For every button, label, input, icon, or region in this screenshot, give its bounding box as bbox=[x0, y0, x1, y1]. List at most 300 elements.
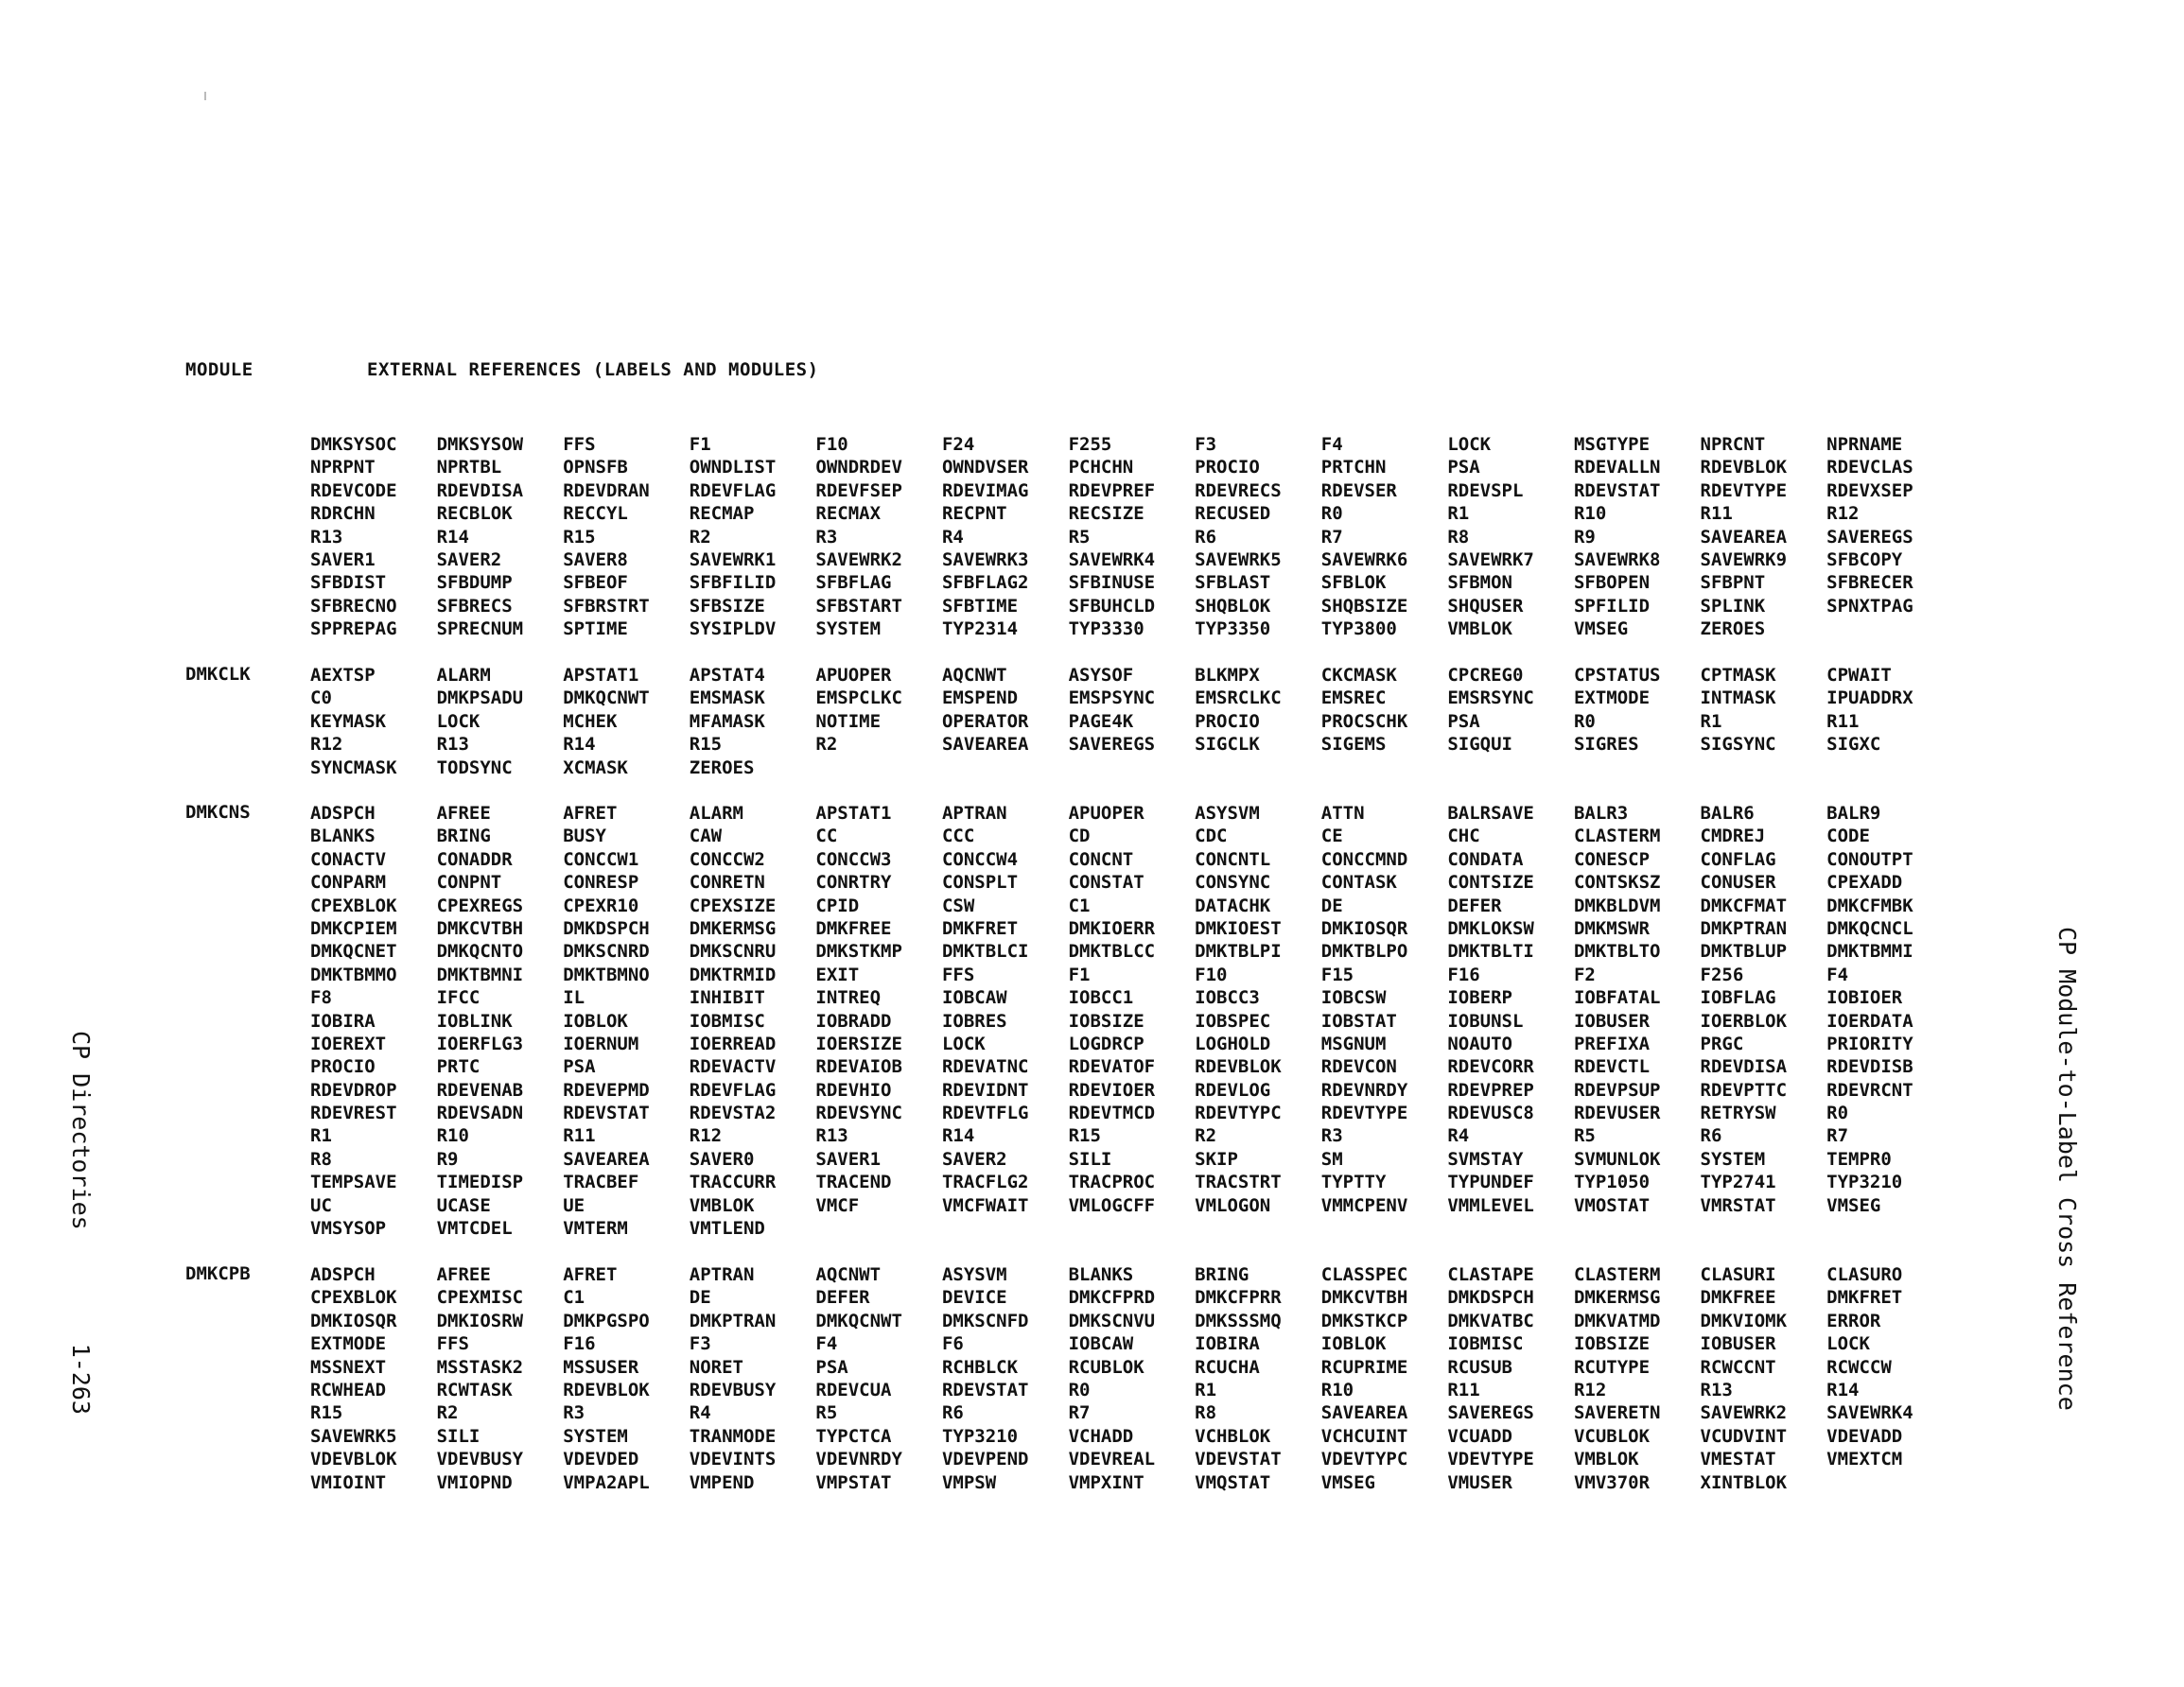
label-cell: BUSY bbox=[563, 826, 606, 847]
label-cell: RDEVTMCD bbox=[1068, 1103, 1156, 1124]
label-cell: RECPNT bbox=[941, 503, 1007, 525]
label-cell: BLKMPX bbox=[1195, 665, 1260, 686]
label-cell: TRACFLG2 bbox=[941, 1172, 1029, 1193]
label-cell: CD bbox=[1068, 826, 1091, 847]
label-cell: SFBMON bbox=[1447, 572, 1512, 594]
label-cell: IOBRADD bbox=[815, 1010, 892, 1032]
label-cell: FFS bbox=[563, 434, 596, 455]
label-cell: TYPTTY bbox=[1320, 1172, 1387, 1193]
label-cell: R14 bbox=[563, 734, 596, 756]
label-cell: SIGXC bbox=[1826, 734, 1881, 756]
label-cell: TYPCTCA bbox=[815, 1425, 892, 1447]
label-cell: RDEVATOF bbox=[1068, 1056, 1156, 1078]
label-cell: SAVEWRK3 bbox=[941, 548, 1029, 570]
label-cell: DEVICE bbox=[941, 1287, 1007, 1309]
scan-speck bbox=[204, 92, 206, 100]
label-cell: VMMLEVEL bbox=[1447, 1194, 1534, 1216]
label-cell: MSSTASK2 bbox=[436, 1356, 524, 1378]
label-cell: R10 bbox=[436, 1125, 469, 1147]
side-running-title-left bbox=[66, 1031, 95, 1522]
label-cell: F4 bbox=[1320, 434, 1343, 455]
label-cell: OPERATOR bbox=[941, 710, 1029, 732]
label-cell: RDEVHIO bbox=[815, 1079, 892, 1101]
label-cell: SAVER2 bbox=[941, 1148, 1007, 1170]
label-cell: SFBUHCLD bbox=[1068, 595, 1156, 617]
label-cell: ERROR bbox=[1826, 1310, 1881, 1331]
label-cell: SPFILID bbox=[1573, 595, 1651, 617]
label-cell: ADSPCH bbox=[310, 1264, 376, 1285]
label-cell: ZEROES bbox=[1700, 618, 1766, 640]
side-running-title-right: CP Module-to-Label Cross Reference bbox=[2053, 927, 2081, 1411]
label-cell: NPRTBL bbox=[436, 457, 502, 478]
label-cell: SAVEAREA bbox=[563, 1148, 650, 1170]
label-cell: CONRTRY bbox=[815, 872, 892, 894]
label-cell: R15 bbox=[563, 526, 596, 548]
label-cell: SAVEWRK1 bbox=[689, 548, 777, 570]
label-cell: DMKSCNVU bbox=[1068, 1310, 1156, 1331]
label-cell: SAVER2 bbox=[436, 548, 502, 570]
label-cell: DMKCFMAT bbox=[1700, 895, 1788, 916]
label-cell: DMKQCNWT bbox=[815, 1310, 902, 1331]
label-cell: VMTLEND bbox=[689, 1218, 765, 1240]
label-cell: AQCNWT bbox=[941, 665, 1007, 686]
label-cell: IOBUNSL bbox=[1447, 1010, 1524, 1032]
label-cell: R2 bbox=[1195, 1125, 1217, 1147]
label-cell: PROCIO bbox=[310, 1056, 376, 1078]
label-cell: APUOPER bbox=[1068, 803, 1144, 824]
label-cell: SAVEREGS bbox=[1447, 1402, 1534, 1424]
label-cell: CPEXREGS bbox=[436, 895, 524, 916]
label-cell: SFBDIST bbox=[310, 572, 387, 594]
label-cell: R4 bbox=[941, 526, 964, 548]
label-cell: SAVEWRK7 bbox=[1447, 548, 1534, 570]
label-cell: DMKSYSOW bbox=[436, 434, 524, 455]
label-cell: IOBCAW bbox=[941, 987, 1007, 1009]
label-cell: DMKIOEST bbox=[1195, 917, 1282, 939]
label-cell: F1 bbox=[1068, 964, 1091, 985]
label-cell: RDEVEPMD bbox=[563, 1079, 650, 1101]
label-cell: CPEXSIZE bbox=[689, 895, 777, 916]
label-cell: DMKQCNWT bbox=[563, 687, 650, 709]
label-cell: RDEVPTTC bbox=[1700, 1079, 1788, 1101]
label-cell: DMKTRMID bbox=[689, 964, 777, 985]
label-cell: RECBLOK bbox=[436, 503, 513, 525]
label-cell: R10 bbox=[1320, 1379, 1354, 1400]
label-cell: SILI bbox=[1068, 1148, 1112, 1170]
label-cell: DMKSCNFD bbox=[941, 1310, 1029, 1331]
label-cell: RDEVIMAG bbox=[941, 479, 1029, 501]
label-cell: RDEVUSER bbox=[1573, 1103, 1661, 1124]
label-cell: F2 bbox=[1573, 964, 1596, 985]
label-cell: R6 bbox=[1195, 526, 1217, 548]
label-cell: TEMPR0 bbox=[1826, 1148, 1892, 1170]
label-cell: VMQSTAT bbox=[1195, 1471, 1271, 1493]
label-cell: F255 bbox=[1068, 434, 1112, 455]
label-cell: PRTC bbox=[436, 1056, 480, 1078]
label-cell: R11 bbox=[1447, 1379, 1480, 1400]
label-cell: RDEVENAB bbox=[436, 1079, 524, 1101]
label-cell: CONCCW4 bbox=[941, 848, 1019, 870]
label-cell: CONFLAG bbox=[1700, 848, 1776, 870]
label-cell: VDEVINTS bbox=[689, 1449, 777, 1470]
label-cell: SFBEOF bbox=[563, 572, 628, 594]
label-cell: RCUSUB bbox=[1447, 1356, 1512, 1378]
label-cell: RDEVDISA bbox=[1700, 1056, 1788, 1078]
label-cell: SFBSTART bbox=[815, 595, 902, 617]
label-cell: IOBSPEC bbox=[1195, 1010, 1271, 1032]
label-cell: VMSEG bbox=[1320, 1471, 1375, 1493]
label-cell: CAW bbox=[689, 826, 723, 847]
label-cell: SAVEWRK4 bbox=[1826, 1402, 1913, 1424]
label-cell: EMSPSYNC bbox=[1068, 687, 1156, 709]
label-cell: PSA bbox=[815, 1356, 848, 1378]
label-cell: ALARM bbox=[689, 803, 743, 824]
label-cell: IOBUSER bbox=[1573, 1010, 1651, 1032]
label-cell: CLASSPEC bbox=[1320, 1264, 1408, 1285]
label-cell: VMLOGON bbox=[1195, 1194, 1271, 1216]
label-cell: TYP3210 bbox=[941, 1425, 1019, 1447]
label-cell: SIGCLK bbox=[1195, 734, 1260, 756]
label-cell: DMKSSSMQ bbox=[1195, 1310, 1282, 1331]
label-cell: RECMAX bbox=[815, 503, 882, 525]
label-cell: ADSPCH bbox=[310, 803, 376, 824]
label-cell: RCWCCW bbox=[1826, 1356, 1892, 1378]
label-cell: TRACEND bbox=[815, 1172, 892, 1193]
label-cell: DMKCFPRR bbox=[1195, 1287, 1282, 1309]
label-cell: EXTMODE bbox=[1573, 687, 1651, 709]
label-cell: R5 bbox=[1573, 1125, 1596, 1147]
label-cell: CONCCMND bbox=[1320, 848, 1408, 870]
label-cell: PAGE4K bbox=[1068, 710, 1134, 732]
label-cell: R3 bbox=[563, 1402, 585, 1424]
label-cell: SFBLAST bbox=[1195, 572, 1271, 594]
label-cell: TYP3210 bbox=[1826, 1172, 1903, 1193]
label-cell: VDEVREAL bbox=[1068, 1449, 1156, 1470]
label-cell: SHQBSIZE bbox=[1320, 595, 1408, 617]
label-cell: EMSREC bbox=[1320, 687, 1387, 709]
label-cell: RDEVRECS bbox=[1195, 479, 1282, 501]
label-cell: R9 bbox=[436, 1148, 459, 1170]
label-cell: F10 bbox=[1195, 964, 1228, 985]
label-cell: BALR6 bbox=[1700, 803, 1755, 824]
label-cell: EMSMASK bbox=[689, 687, 765, 709]
label-cell: EMSRSYNC bbox=[1447, 687, 1534, 709]
label-cell: NORET bbox=[689, 1356, 743, 1378]
label-cell: VMPSW bbox=[941, 1471, 997, 1493]
label-cell: R5 bbox=[815, 1402, 838, 1424]
label-cell: DEFER bbox=[815, 1287, 870, 1309]
label-cell: IOBLOK bbox=[1320, 1333, 1387, 1355]
label-cell: SFBPNT bbox=[1700, 572, 1766, 594]
label-cell: SFBRECS bbox=[436, 595, 513, 617]
module-name: DMKCPB bbox=[185, 1263, 251, 1284]
label-cell: DMKCVTBH bbox=[436, 917, 524, 939]
label-cell: DMKBLDVM bbox=[1573, 895, 1661, 916]
label-cell: CC bbox=[815, 826, 838, 847]
label-cell: DMKCPIEM bbox=[310, 917, 397, 939]
label-cell: NOTIME bbox=[815, 710, 882, 732]
label-cell: CODE bbox=[1826, 826, 1870, 847]
label-cell: EXIT bbox=[815, 964, 860, 985]
label-cell: EMSPCLKC bbox=[815, 687, 902, 709]
label-cell: UCASE bbox=[436, 1194, 491, 1216]
label-cell: RDEVCTL bbox=[1573, 1056, 1651, 1078]
label-cell: SYSTEM bbox=[815, 618, 882, 640]
label-cell: SAVER1 bbox=[310, 548, 376, 570]
label-cell: R9 bbox=[1573, 526, 1596, 548]
label-cell: R2 bbox=[689, 526, 711, 548]
label-cell: VDEVNRDY bbox=[815, 1449, 902, 1470]
label-cell: R1 bbox=[1195, 1379, 1217, 1400]
label-cell: RDEVDISA bbox=[436, 479, 524, 501]
label-cell: CKCMASK bbox=[1320, 665, 1397, 686]
label-cell: R15 bbox=[689, 734, 723, 756]
label-cell: EMSRCLKC bbox=[1195, 687, 1282, 709]
label-cell: DMKFRET bbox=[941, 917, 1019, 939]
label-cell: RDEVRCNT bbox=[1826, 1079, 1913, 1101]
label-cell: DMKTBMMO bbox=[310, 964, 397, 985]
label-cell: CONTSIZE bbox=[1447, 872, 1534, 894]
label-cell: APSTAT1 bbox=[563, 665, 639, 686]
label-cell: AQCNWT bbox=[815, 1264, 882, 1285]
label-cell: SPPREPAG bbox=[310, 618, 397, 640]
label-cell: SKIP bbox=[1195, 1148, 1238, 1170]
label-cell: TYP2314 bbox=[941, 618, 1019, 640]
label-cell: RDEVIDNT bbox=[941, 1079, 1029, 1101]
label-cell: SAVEWRK5 bbox=[310, 1425, 397, 1447]
label-cell: F24 bbox=[941, 434, 975, 455]
label-cell: RDEVFLAG bbox=[689, 479, 777, 501]
label-cell: R7 bbox=[1320, 526, 1343, 548]
label-cell: R11 bbox=[1700, 503, 1733, 525]
label-cell: F3 bbox=[689, 1333, 711, 1355]
label-cell: LOCK bbox=[1447, 434, 1492, 455]
label-cell: VMUSER bbox=[1447, 1471, 1512, 1493]
label-cell: SFBRECNO bbox=[310, 595, 397, 617]
label-cell: ATTN bbox=[1320, 803, 1365, 824]
label-cell: CONCCW2 bbox=[689, 848, 765, 870]
label-cell: R7 bbox=[1826, 1125, 1849, 1147]
label-cell: SAVEWRK6 bbox=[1320, 548, 1408, 570]
label-cell: SHQUSER bbox=[1447, 595, 1524, 617]
label-cell: MSGNUM bbox=[1320, 1033, 1387, 1054]
label-cell: RCUPRIME bbox=[1320, 1356, 1408, 1378]
label-cell: RDEVAIOB bbox=[815, 1056, 902, 1078]
label-cell: SAVEREGS bbox=[1826, 526, 1913, 548]
label-cell: PSA bbox=[1447, 710, 1480, 732]
label-cell: SIGRES bbox=[1573, 734, 1639, 756]
label-cell: SAVEWRK4 bbox=[1068, 548, 1156, 570]
label-cell: RDRCHN bbox=[310, 503, 376, 525]
label-cell: SYSIPLDV bbox=[689, 618, 777, 640]
label-cell: LOCK bbox=[941, 1033, 986, 1054]
label-cell: SIGQUI bbox=[1447, 734, 1512, 756]
label-cell: CLASURO bbox=[1826, 1264, 1903, 1285]
label-cell: DMKMSWR bbox=[1573, 917, 1651, 939]
label-cell: DMKPSADU bbox=[436, 687, 524, 709]
label-cell: VMIOPND bbox=[436, 1471, 513, 1493]
label-cell: MFAMASK bbox=[689, 710, 765, 732]
label-cell: TYPUNDEF bbox=[1447, 1172, 1534, 1193]
label-cell: PROCSCHK bbox=[1320, 710, 1408, 732]
label-cell: SYSTEM bbox=[1700, 1148, 1766, 1170]
label-cell: RDEVFSEP bbox=[815, 479, 902, 501]
label-cell: R2 bbox=[436, 1402, 459, 1424]
label-cell: R1 bbox=[1700, 710, 1722, 732]
label-cell: NPRPNT bbox=[310, 457, 376, 478]
label-cell: RCWCCNT bbox=[1700, 1356, 1776, 1378]
label-cell: VMLOGCFF bbox=[1068, 1194, 1156, 1216]
label-cell: RDEVSER bbox=[1320, 479, 1397, 501]
label-cell: RDEVSTAT bbox=[563, 1103, 650, 1124]
label-cell: R1 bbox=[1447, 503, 1470, 525]
label-cell: VMTCDEL bbox=[436, 1218, 513, 1240]
label-cell: DMKFREE bbox=[1700, 1287, 1776, 1309]
label-cell: PCHCHN bbox=[1068, 457, 1134, 478]
label-cell: ASYSVM bbox=[1195, 803, 1260, 824]
label-cell: RDEVACTV bbox=[689, 1056, 777, 1078]
label-cell: DMKDSPCH bbox=[1447, 1287, 1534, 1309]
label-cell: INTREQ bbox=[815, 987, 882, 1009]
label-cell: APSTAT4 bbox=[689, 665, 765, 686]
label-cell: RDEVTYPE bbox=[1700, 479, 1788, 501]
label-cell: SAVEWRK8 bbox=[1573, 548, 1661, 570]
label-cell: RCUBLOK bbox=[1068, 1356, 1144, 1378]
label-cell: XCMASK bbox=[563, 757, 628, 778]
label-cell: FFS bbox=[941, 964, 975, 985]
label-cell: VMPSTAT bbox=[815, 1471, 892, 1493]
label-cell: INTMASK bbox=[1700, 687, 1776, 709]
label-cell: AFRET bbox=[563, 1264, 618, 1285]
label-cell: RDEVPSUP bbox=[1573, 1079, 1661, 1101]
label-cell: VMCFWAIT bbox=[941, 1194, 1029, 1216]
label-cell: PROCIO bbox=[1195, 457, 1260, 478]
label-cell: BALR9 bbox=[1826, 803, 1881, 824]
label-cell: CPCREG0 bbox=[1447, 665, 1524, 686]
label-cell: DMKFRET bbox=[1826, 1287, 1903, 1309]
page-number: 1-263 bbox=[67, 1343, 95, 1415]
label-cell: INHIBIT bbox=[689, 987, 765, 1009]
label-cell: DMKTBLPI bbox=[1195, 941, 1282, 963]
label-cell: DE bbox=[1320, 895, 1343, 916]
label-cell: VDEVPEND bbox=[941, 1449, 1029, 1470]
label-cell: ASYSVM bbox=[941, 1264, 1007, 1285]
label-cell: RDEVUSC8 bbox=[1447, 1103, 1534, 1124]
label-cell: NPRCNT bbox=[1700, 434, 1766, 455]
label-cell: CPTMASK bbox=[1700, 665, 1776, 686]
label-cell: R2 bbox=[815, 734, 838, 756]
label-cell: LOGDRCP bbox=[1068, 1033, 1144, 1054]
label-cell: DMKSCNRU bbox=[689, 941, 777, 963]
label-cell: CONESCP bbox=[1573, 848, 1651, 870]
label-cell: CDC bbox=[1195, 826, 1228, 847]
label-cell: CPWAIT bbox=[1826, 665, 1892, 686]
label-cell: FFS bbox=[436, 1333, 469, 1355]
label-cell: VMTERM bbox=[563, 1218, 628, 1240]
label-cell: VMPEND bbox=[689, 1471, 755, 1493]
label-cell: VCHCUINT bbox=[1320, 1425, 1408, 1447]
label-cell: R6 bbox=[941, 1402, 964, 1424]
label-cell: RECMAP bbox=[689, 503, 755, 525]
label-cell: EMSPEND bbox=[941, 687, 1019, 709]
label-grid bbox=[310, 664, 1953, 779]
label-cell: DMKTBMNI bbox=[436, 964, 524, 985]
label-cell: RDEVFLAG bbox=[689, 1079, 777, 1101]
label-cell: SAVEREGS bbox=[1068, 734, 1156, 756]
label-cell: RECSIZE bbox=[1068, 503, 1144, 525]
label-cell: ASYSOF bbox=[1068, 665, 1134, 686]
label-cell: SIGSYNC bbox=[1700, 734, 1776, 756]
label-cell: IOBIRA bbox=[1195, 1333, 1260, 1355]
label-cell: TYP3800 bbox=[1320, 618, 1397, 640]
label-cell: CPID bbox=[815, 895, 860, 916]
label-cell: CONRESP bbox=[563, 872, 639, 894]
label-cell: AFREE bbox=[436, 803, 491, 824]
label-cell: CONCNT bbox=[1068, 848, 1134, 870]
label-cell: RDEVCORR bbox=[1447, 1056, 1534, 1078]
label-cell: R1 bbox=[310, 1125, 332, 1147]
label-cell: IOERNUM bbox=[563, 1033, 639, 1054]
label-cell: R8 bbox=[310, 1148, 332, 1170]
label-cell: SAVEAREA bbox=[1320, 1402, 1408, 1424]
label-cell: CLASURI bbox=[1700, 1264, 1776, 1285]
label-cell: RDEVNRDY bbox=[1320, 1079, 1408, 1101]
label-cell: TRACSTRT bbox=[1195, 1172, 1282, 1193]
label-cell: IOBFLAG bbox=[1700, 987, 1776, 1009]
label-cell: RCWHEAD bbox=[310, 1379, 387, 1400]
label-cell: VDEVTYPC bbox=[1320, 1449, 1408, 1470]
label-cell: RDEVPREF bbox=[1068, 479, 1156, 501]
label-cell: RDEVSYNC bbox=[815, 1103, 902, 1124]
label-cell: SAVEWRK2 bbox=[815, 548, 902, 570]
label-cell: RDEVCLAS bbox=[1826, 457, 1913, 478]
label-cell: VCUADD bbox=[1447, 1425, 1512, 1447]
label-cell: RDEVSTAT bbox=[1573, 479, 1661, 501]
label-cell: IOERDATA bbox=[1826, 1010, 1913, 1032]
label-cell: F10 bbox=[815, 434, 848, 455]
label-cell: RDEVLOG bbox=[1195, 1079, 1271, 1101]
label-cell: IOERFLG3 bbox=[436, 1033, 524, 1054]
label-cell: DMKPTRAN bbox=[1700, 917, 1788, 939]
label-cell: RDEVTYPC bbox=[1195, 1103, 1282, 1124]
label-cell: R8 bbox=[1447, 526, 1470, 548]
label-cell: F4 bbox=[1826, 964, 1849, 985]
label-cell: PSA bbox=[1447, 457, 1480, 478]
label-cell: VMOSTAT bbox=[1573, 1194, 1651, 1216]
label-grid bbox=[310, 802, 1953, 1240]
label-cell: PRGC bbox=[1700, 1033, 1744, 1054]
label-cell: DMKERMSG bbox=[1573, 1287, 1661, 1309]
label-cell: R14 bbox=[941, 1125, 975, 1147]
label-cell: EXTMODE bbox=[310, 1333, 387, 1355]
label-cell: R4 bbox=[1447, 1125, 1470, 1147]
label-cell: MSGTYPE bbox=[1573, 434, 1651, 455]
label-cell: CONSPLT bbox=[941, 872, 1019, 894]
label-cell: C1 bbox=[1068, 895, 1091, 916]
label-cell: RDEVCUA bbox=[815, 1379, 892, 1400]
label-cell: VCUBLOK bbox=[1573, 1425, 1651, 1447]
label-cell: APTRAN bbox=[941, 803, 1007, 824]
label-cell: XINTBLOK bbox=[1700, 1471, 1788, 1493]
label-cell: CONACTV bbox=[310, 848, 387, 870]
label-cell: CMDREJ bbox=[1700, 826, 1766, 847]
label-cell: DMKCFMBK bbox=[1826, 895, 1913, 916]
label-cell: DMKCVTBH bbox=[1320, 1287, 1408, 1309]
label-cell: VMESTAT bbox=[1700, 1449, 1776, 1470]
label-cell: DMKTBLCC bbox=[1068, 941, 1156, 963]
label-cell: RDEVCON bbox=[1320, 1056, 1397, 1078]
label-cell: VDEVBLOK bbox=[310, 1449, 397, 1470]
